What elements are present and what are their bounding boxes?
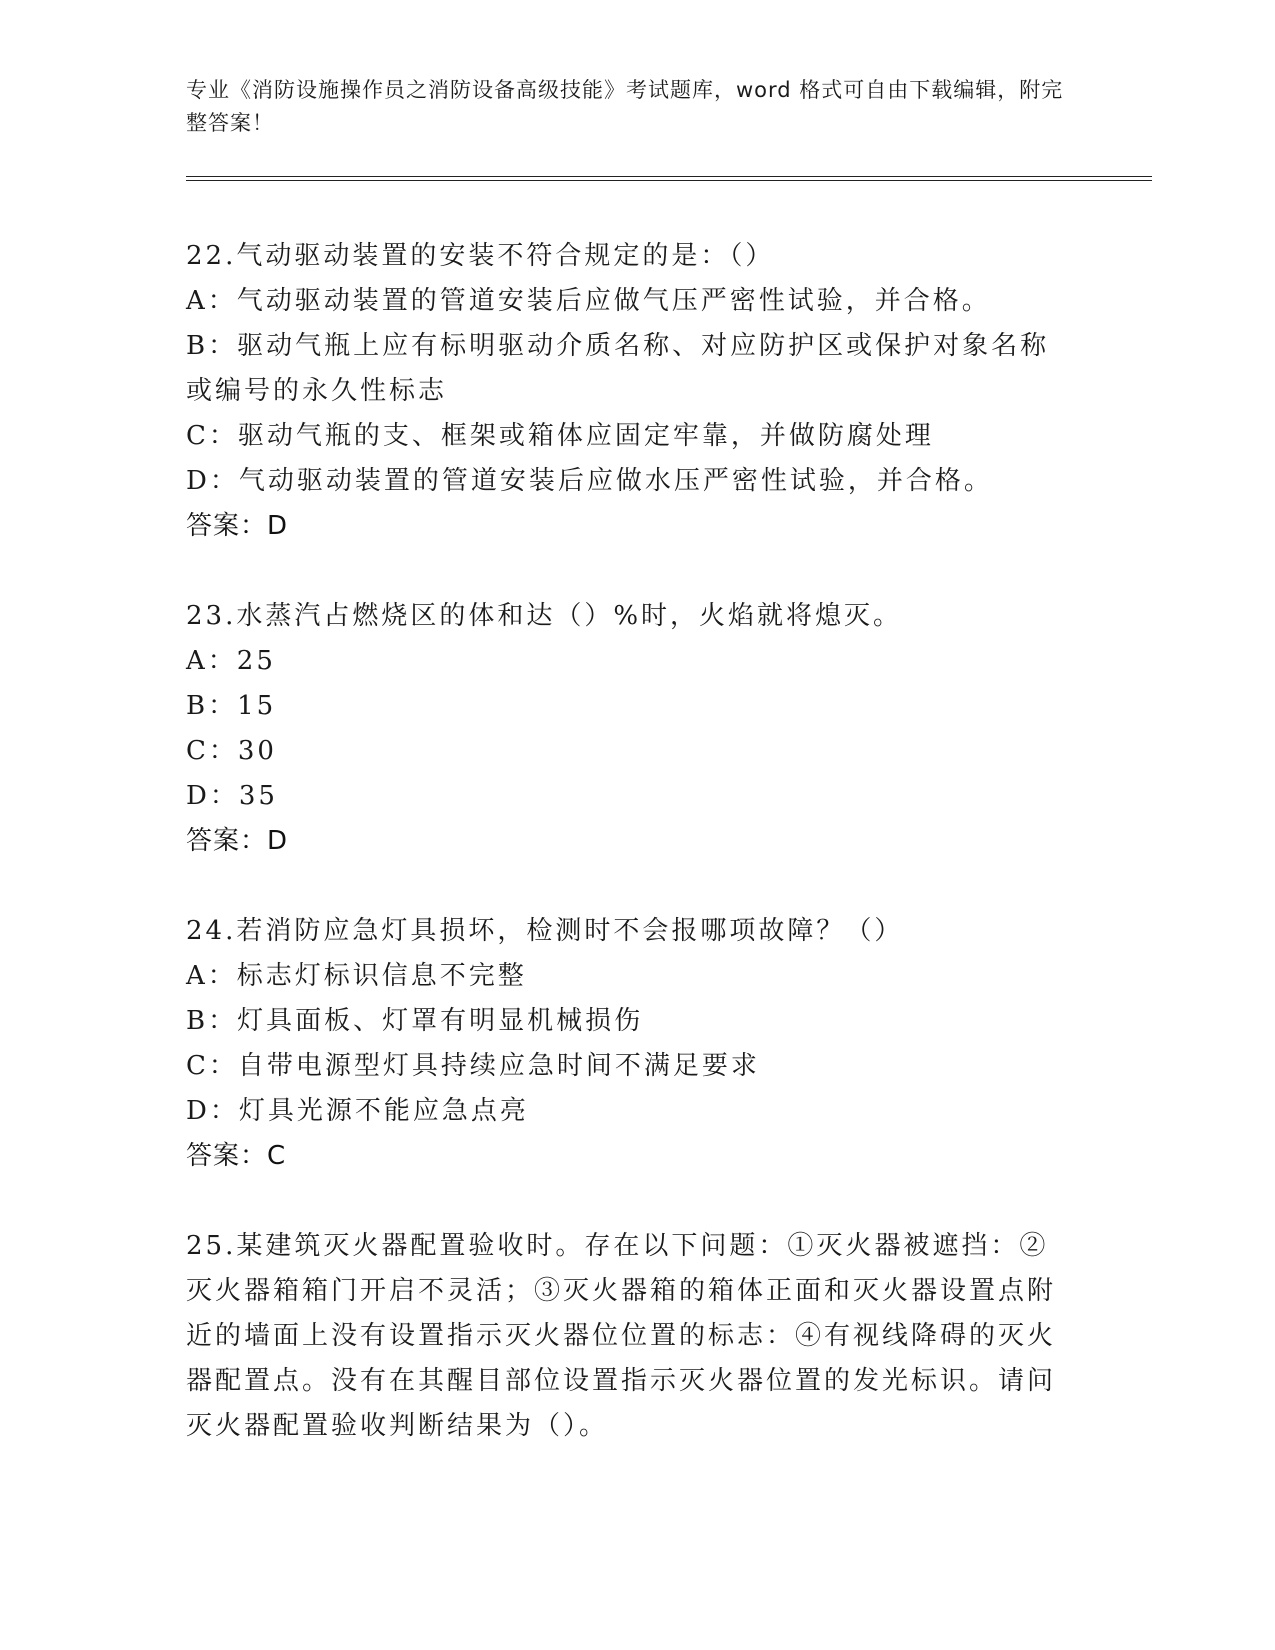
option-b: B：灯具面板、灯罩有明显机械损伤 [186,1006,644,1036]
option-d: D：灯具光源不能应急点亮 [186,1096,529,1126]
question-list [186,234,1066,1494]
option-d: D：气动驱动装置的管道安装后应做水压严密性试验，并合格。 [186,466,993,496]
question-22 [186,234,1066,549]
question-25 [186,1224,1066,1449]
answer: 答案：D [186,511,289,541]
option-c: C：驱动气瓶的支、框架或箱体应固定牢靠，并做防腐处理 [186,421,934,451]
question-24 [186,909,1066,1179]
question-stem: 24.若消防应急灯具损坏，检测时不会报哪项故障？（） [186,916,904,946]
document-header: 专业《消防设施操作员之消防设备高级技能》考试题库，word 格式可自由下载编辑，附完整答案！ [186,78,1064,135]
answer: 答案：D [186,826,289,856]
option-b: B：15 [186,691,277,721]
question-stem: 25.某建筑灭火器配置验收时。存在以下问题：①灭火器被遮挡：②灭火器箱箱门开启不灵活；③灭火器箱的箱体正面和灭火器设置点附近的墙面上没有设置指示灭火器位位置的标志：④有视线降碍的灭火器配置点。没有在其醒目部位设置指示灭火器位置的发光标识。请问灭火器配置验收判断结果为（）。 [186,1231,1057,1441]
option-a: A：25 [186,646,276,676]
option-b: B：驱动气瓶上应有标明驱动介质名称、对应防护区或保护对象名称或编号的永久性标志 [186,331,1050,406]
header-divider [186,176,1152,181]
option-c: C：30 [186,736,277,766]
answer: 答案：C [186,1141,287,1171]
question-stem: 22.气动驱动装置的安装不符合规定的是：（） [186,241,775,271]
question-stem: 23.水蒸汽占燃烧区的体和达（）%时，火焰就将熄灭。 [186,601,903,631]
option-a: A：气动驱动装置的管道安装后应做气压严密性试验，并合格。 [186,286,991,316]
option-c: C：自带电源型灯具持续应急时间不满足要求 [186,1051,760,1081]
option-a: A：标志灯标识信息不完整 [186,961,527,991]
option-d: D：35 [186,781,278,811]
question-23 [186,594,1066,864]
